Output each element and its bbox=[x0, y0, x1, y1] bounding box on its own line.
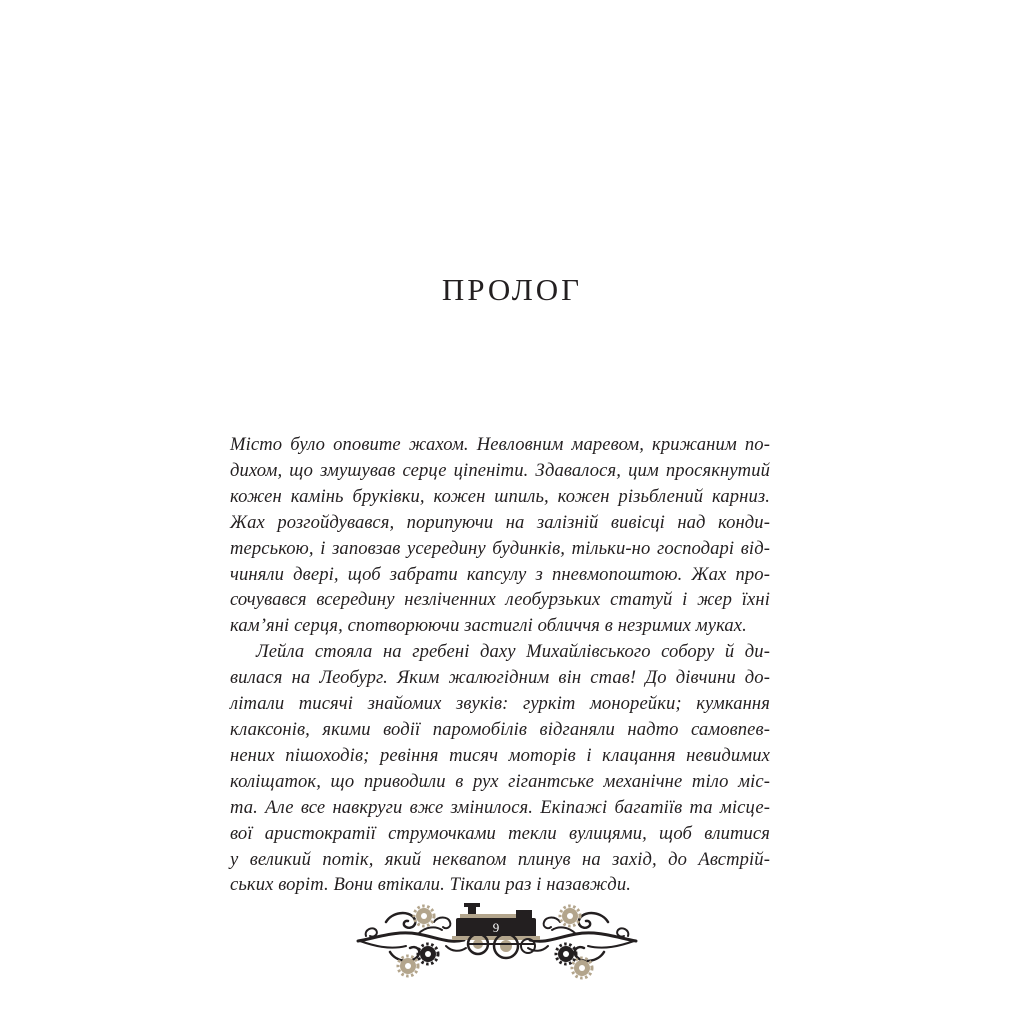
text-line: чиняли двері, щоб забрати капсулу з пневмопоштою. Жах про- bbox=[230, 563, 770, 585]
paragraph-2 bbox=[230, 639, 770, 898]
right-flourish bbox=[528, 913, 636, 961]
text-line: нених пішоходів; ревіння тисяч моторів і клацання невидимих bbox=[230, 744, 770, 766]
locomotive-gears-ornament-icon bbox=[356, 900, 638, 982]
text-line: літали тисячі знайомих звуків: гуркіт монорейки; кумкання bbox=[230, 693, 770, 715]
text-line: клаксонів, якими водії паромобілів відганяли надто самовпев- bbox=[230, 718, 770, 740]
gear-icon bbox=[556, 944, 576, 964]
text-line: кам’яні серця, спотворюючи застиглі обличчя в незримих муках. bbox=[230, 615, 747, 637]
gear-icon bbox=[418, 944, 438, 964]
paragraph-1 bbox=[230, 432, 770, 639]
gear-icon bbox=[560, 906, 580, 926]
text-line: дихом, що змушував серце ціпеніти. Здавалося, цим просякнутий bbox=[230, 459, 770, 481]
page-number: 9 bbox=[492, 920, 500, 935]
chapter-title: ПРОЛОГ bbox=[441, 272, 583, 307]
text-line: коліщаток, що приводили в рух гігантське механічне тіло міс- bbox=[230, 770, 770, 792]
text-line: кожен камінь бруківки, кожен шпиль, кожен різьблений карниз. bbox=[230, 485, 770, 507]
text-line: Місто було оповите жахом. Невловним маревом, крижаним по- bbox=[230, 434, 770, 455]
text-line: сочувався всередину незліченних леобурзьких статуй і жер їхні bbox=[230, 589, 770, 611]
text-line: у великий потік, який неквапом плинув на захід, до Австрій- bbox=[230, 848, 770, 870]
body-text bbox=[230, 432, 770, 898]
text-line: ських воріт. Вони втікали. Тікали раз і назавжди. bbox=[230, 874, 631, 896]
gear-icon bbox=[414, 906, 434, 926]
text-line: Жах розгойдувався, порипуючи на залізній вивісці над конди- bbox=[230, 511, 770, 533]
text-line: вилася на Леобург. Яким жалюгідним він став! До дівчини до- bbox=[230, 667, 770, 689]
left-flourish bbox=[358, 913, 466, 961]
text-line: та. Але все навкруги вже змінилося. Екіпажі багатіїв та місце- bbox=[230, 796, 770, 818]
text-line: терською, і заповзав усередину будинків, тільки-но господарі від- bbox=[230, 537, 770, 559]
text-line: Лейла стояла на гребені даху Михайлівського собору й ди- bbox=[256, 641, 770, 663]
text-line: вої аристократії струмочками текли вулицями, щоб влитися bbox=[230, 822, 770, 844]
